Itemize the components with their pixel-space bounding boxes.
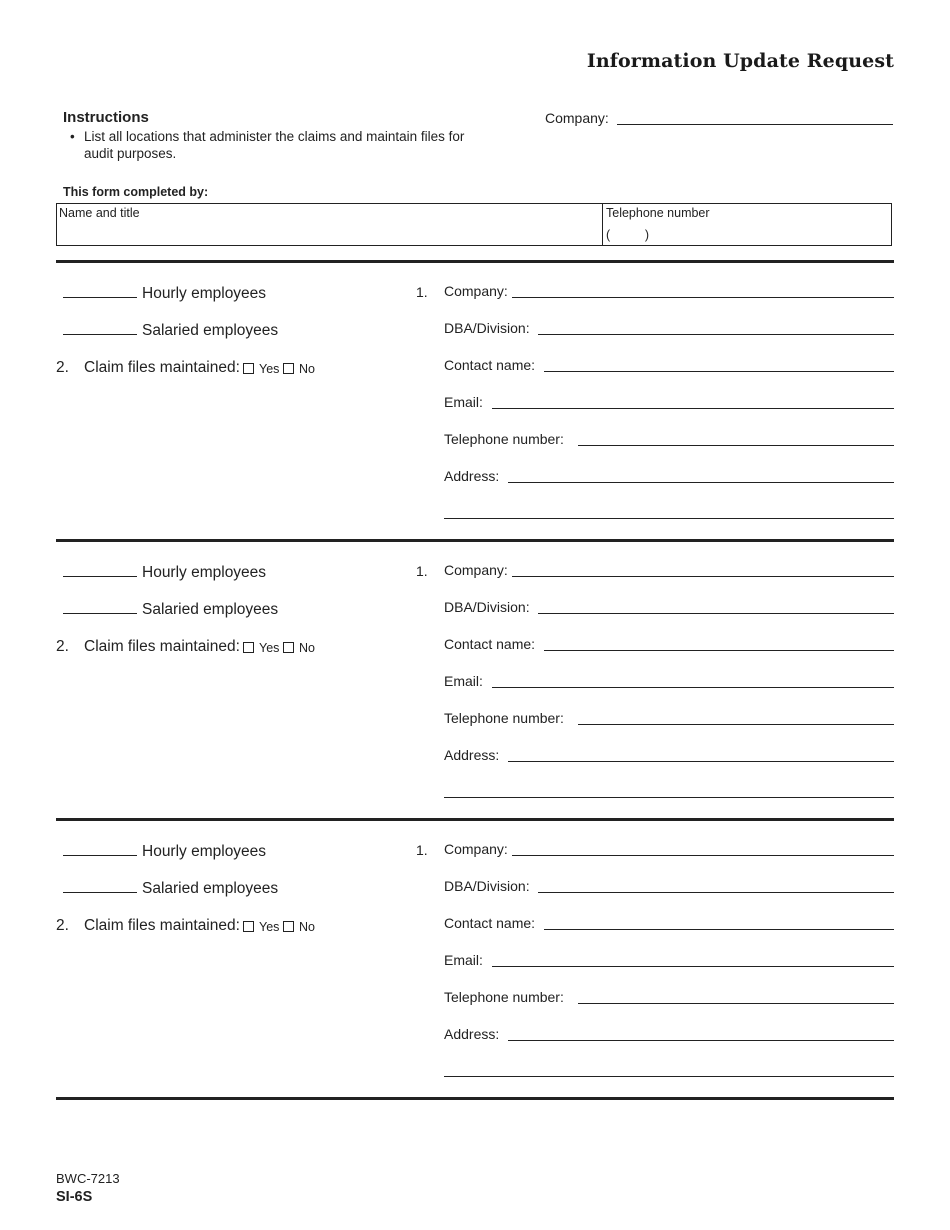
company-label: Company: bbox=[444, 283, 508, 299]
top-company-label: Company: bbox=[545, 110, 609, 126]
contact-name-label: Contact name: bbox=[444, 636, 536, 652]
claim-files-yes-checkbox[interactable] bbox=[243, 642, 254, 653]
address-label: Address: bbox=[444, 468, 500, 484]
form-code: BWC-7213 bbox=[56, 1171, 120, 1186]
dba-division-field[interactable] bbox=[538, 334, 894, 335]
address-field[interactable] bbox=[508, 482, 894, 483]
yes-label: Yes bbox=[259, 641, 280, 655]
hourly-count-field[interactable] bbox=[63, 576, 137, 577]
dba-division-field[interactable] bbox=[538, 613, 894, 614]
claim-files-number: 2. bbox=[56, 359, 69, 376]
claim-files-no-checkbox[interactable] bbox=[283, 363, 294, 374]
dba-division-label: DBA/Division: bbox=[444, 599, 530, 615]
section-divider bbox=[56, 1097, 894, 1100]
telephone-number-label: Telephone number: bbox=[444, 431, 564, 447]
address-field[interactable] bbox=[508, 1040, 894, 1041]
claim-files-label: Claim files maintained: bbox=[84, 359, 240, 376]
completed-by-heading: This form completed by: bbox=[63, 185, 209, 199]
company-label: Company: bbox=[444, 562, 508, 578]
company-field[interactable] bbox=[512, 855, 894, 856]
telephone-label: Telephone number bbox=[606, 206, 710, 220]
email-field[interactable] bbox=[492, 687, 894, 688]
hourly-employees-label: Hourly employees bbox=[142, 564, 267, 581]
location-number: 1. bbox=[416, 284, 428, 300]
address-label: Address: bbox=[444, 747, 500, 763]
claim-files-yes-checkbox[interactable] bbox=[243, 363, 254, 374]
telephone-number-label: Telephone number: bbox=[444, 989, 564, 1005]
top-company-field[interactable] bbox=[617, 124, 893, 125]
claim-files-number: 2. bbox=[56, 638, 69, 655]
claim-files-no-checkbox[interactable] bbox=[283, 921, 294, 932]
location-number: 1. bbox=[416, 563, 428, 579]
claim-files-no-checkbox[interactable] bbox=[283, 642, 294, 653]
dba-division-label: DBA/Division: bbox=[444, 878, 530, 894]
name-title-label: Name and title bbox=[59, 206, 140, 220]
claim-files-label: Claim files maintained: bbox=[84, 638, 240, 655]
hourly-count-field[interactable] bbox=[63, 297, 137, 298]
no-label: No bbox=[299, 641, 315, 655]
hourly-employees-label: Hourly employees bbox=[142, 843, 267, 860]
hourly-count-field[interactable] bbox=[63, 855, 137, 856]
salaried-employees-label: Salaried employees bbox=[142, 880, 279, 897]
email-label: Email: bbox=[444, 952, 483, 968]
email-label: Email: bbox=[444, 394, 483, 410]
section-divider bbox=[56, 818, 894, 821]
claim-files-number: 2. bbox=[56, 917, 69, 934]
form-id: SI-6S bbox=[56, 1189, 93, 1205]
address-field[interactable] bbox=[508, 761, 894, 762]
address-line-2-field[interactable] bbox=[444, 797, 894, 798]
telephone-number-field[interactable] bbox=[578, 724, 894, 725]
yes-label: Yes bbox=[259, 920, 280, 934]
address-line-2-field[interactable] bbox=[444, 1076, 894, 1077]
salaried-count-field[interactable] bbox=[63, 892, 137, 893]
hourly-employees-label: Hourly employees bbox=[142, 285, 267, 302]
bullet-icon: • bbox=[70, 129, 75, 144]
contact-name-field[interactable] bbox=[544, 929, 894, 930]
location-number: 1. bbox=[416, 842, 428, 858]
section-divider bbox=[56, 260, 894, 263]
salaried-employees-label: Salaried employees bbox=[142, 322, 279, 339]
email-field[interactable] bbox=[492, 408, 894, 409]
instructions-list bbox=[70, 128, 490, 162]
claim-files-yes-checkbox[interactable] bbox=[243, 921, 254, 932]
salaried-employees-label: Salaried employees bbox=[142, 601, 279, 618]
completed-by-divider bbox=[602, 203, 603, 246]
instructions-heading: Instructions bbox=[63, 109, 149, 126]
address-line-2-field[interactable] bbox=[444, 518, 894, 519]
telephone-area-code[interactable]: ( ) bbox=[606, 228, 650, 242]
contact-name-label: Contact name: bbox=[444, 357, 536, 373]
yes-label: Yes bbox=[259, 362, 280, 376]
company-field[interactable] bbox=[512, 297, 894, 298]
page-title: Information Update Request bbox=[586, 50, 894, 72]
contact-name-label: Contact name: bbox=[444, 915, 536, 931]
name-title-input[interactable] bbox=[60, 222, 599, 244]
claim-files-label: Claim files maintained: bbox=[84, 917, 240, 934]
section-divider bbox=[56, 539, 894, 542]
company-label: Company: bbox=[444, 841, 508, 857]
telephone-number-field[interactable] bbox=[578, 1003, 894, 1004]
email-field[interactable] bbox=[492, 966, 894, 967]
salaried-count-field[interactable] bbox=[63, 613, 137, 614]
salaried-count-field[interactable] bbox=[63, 334, 137, 335]
email-label: Email: bbox=[444, 673, 483, 689]
dba-division-label: DBA/Division: bbox=[444, 320, 530, 336]
address-label: Address: bbox=[444, 1026, 500, 1042]
contact-name-field[interactable] bbox=[544, 371, 894, 372]
contact-name-field[interactable] bbox=[544, 650, 894, 651]
no-label: No bbox=[299, 362, 315, 376]
instruction-item: List all locations that administer the claims and maintain files for audit purposes. bbox=[84, 129, 465, 161]
no-label: No bbox=[299, 920, 315, 934]
dba-division-field[interactable] bbox=[538, 892, 894, 893]
company-field[interactable] bbox=[512, 576, 894, 577]
telephone-number-field[interactable] bbox=[578, 445, 894, 446]
telephone-number-label: Telephone number: bbox=[444, 710, 564, 726]
